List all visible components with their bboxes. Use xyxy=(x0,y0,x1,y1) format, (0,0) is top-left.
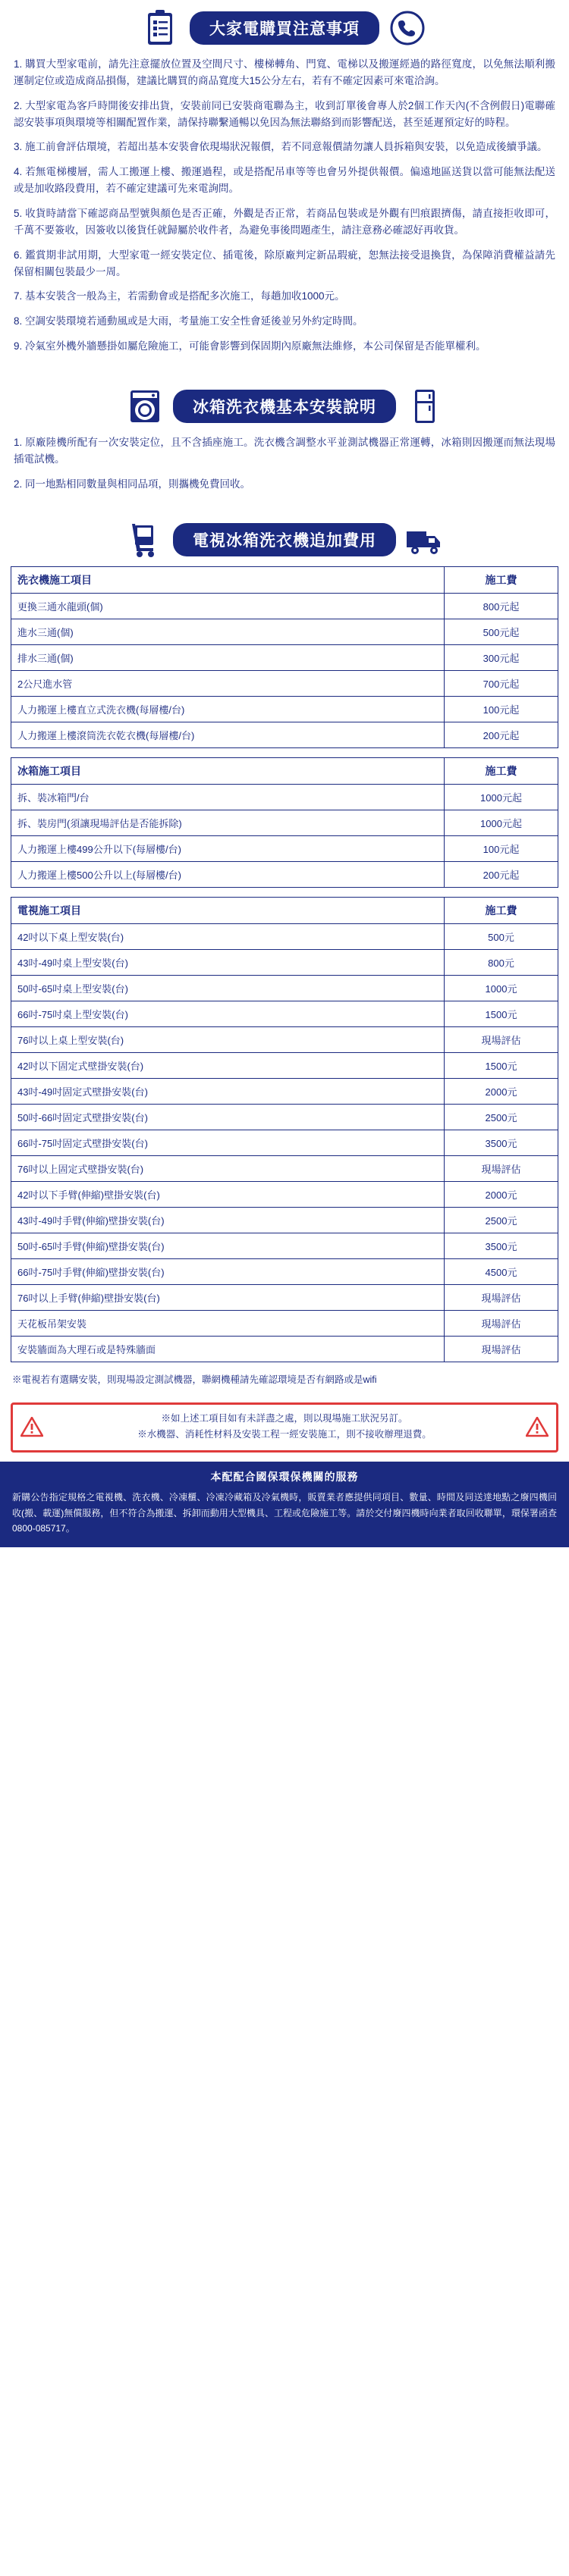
warning-box xyxy=(11,1402,558,1453)
cell-fee: 800元 xyxy=(445,949,558,975)
warning-row xyxy=(20,1411,549,1443)
cell-item: 人力搬運上樓直立式洗衣機(每層樓/台) xyxy=(11,696,445,722)
cell-item: 進水三通(個) xyxy=(11,619,445,644)
table-row xyxy=(11,1284,558,1310)
cell-fee: 700元起 xyxy=(445,670,558,696)
cell-item: 安裝牆面為大理石或是特殊牆面 xyxy=(11,1336,445,1362)
table-row xyxy=(11,784,558,810)
cell-item: 42吋以下固定式壁掛安裝(台) xyxy=(11,1052,445,1078)
cell-fee: 1500元 xyxy=(445,1001,558,1026)
cell-fee: 800元起 xyxy=(445,593,558,619)
cell-item: 拆、裝冰箱門/台 xyxy=(11,784,445,810)
cell-item: 76吋以上手臂(伸縮)壁掛安裝(台) xyxy=(11,1284,445,1310)
cell-item: 拆、裝房門(須讓現場評估是否能拆除) xyxy=(11,810,445,835)
column-header-item: 洗衣機施工項目 xyxy=(11,566,445,593)
table-row xyxy=(11,1155,558,1181)
notice-item: 4. 若無電梯樓層，需人工搬運上樓、搬運過程，或是搭配吊車等等也會另外提供報價。偏遠地區送貨以當可能無法配送或是加收路段費用，若不確定建議可先來電詢問。 xyxy=(14,166,555,195)
column-header-fee: 施工費 xyxy=(445,566,558,593)
cell-fee: 100元起 xyxy=(445,835,558,861)
cell-item: 50吋-65吋手臂(伸縮)壁掛安裝(台) xyxy=(11,1233,445,1258)
cell-fee: 現場評估 xyxy=(445,1310,558,1336)
cell-fee: 2000元 xyxy=(445,1181,558,1207)
footer xyxy=(0,1462,569,1547)
delivery-truck-icon xyxy=(404,519,445,560)
cell-item: 66吋-75吋手臂(伸縮)壁掛安裝(台) xyxy=(11,1258,445,1284)
cell-item: 50吋-66吋固定式壁掛安裝(台) xyxy=(11,1104,445,1130)
cell-item: 76吋以上固定式壁掛安裝(台) xyxy=(11,1155,445,1181)
washer-table-wrap xyxy=(0,565,569,756)
table-row xyxy=(11,1233,558,1258)
footer-text: 新購公告指定規格之電視機、洗衣機、冷凍櫃、冷凍冷藏箱及冷氣機時，販賣業者應提供同項目、數量、時間及同送達地點之廢四機回收(搬、載運)無償服務，但不符合為搬運、拆卸而動用大型機具、工程或危險施工等。請於交付廢四機時向業者取回收聯單，環保署函查0800-085717。 xyxy=(12,1492,557,1534)
table-row xyxy=(11,923,558,949)
cell-item: 人力搬運上樓500公升以上(每層樓/台) xyxy=(11,861,445,887)
cell-fee: 1000元 xyxy=(445,975,558,1001)
table-row xyxy=(11,722,558,747)
notice-item: 1. 購買大型家電前，請先注意擺放位置及空間尺寸、樓梯轉角、門寬、電梯以及搬運經過的路徑寬度，以免無法順利搬運制定位或造成商品損傷，建議比購買的商品寬度大15公分左右，若有不確定因素可來電洽詢。 xyxy=(14,58,555,86)
cell-item: 42吋以下手臂(伸縮)壁掛安裝(台) xyxy=(11,1181,445,1207)
tv-table xyxy=(11,897,558,1362)
table-row xyxy=(11,1130,558,1155)
table-row xyxy=(11,1336,558,1362)
cell-fee: 1000元起 xyxy=(445,810,558,835)
table-row xyxy=(11,1052,558,1078)
notice-item: 2. 大型家電為客戶時開後安排出貨，安裝前同已安裝商電聯為主，收到訂單後會專人於2個工作天內(不含例假日)電聯確認安裝事項與環境等相關配置作業，請保持聯繫通暢以免因為無法聯絡到而影響配送，甚至延遲預定好的時程。 xyxy=(14,99,555,128)
cell-fee: 200元起 xyxy=(445,861,558,887)
cell-fee: 200元起 xyxy=(445,722,558,747)
hand-truck-icon xyxy=(124,519,165,560)
install-item: 1. 原廠陸機所配有一次安裝定位，且不含插座施工。洗衣機含調整水平並測試機器正常運轉，冰箱則因搬運而無法現場插電試機。 xyxy=(14,437,555,465)
table-row xyxy=(11,644,558,670)
cell-item: 排水三通(個) xyxy=(11,644,445,670)
cell-item: 43吋-49吋桌上型安裝(台) xyxy=(11,949,445,975)
notice-item: 7. 基本安裝含一般為主，若需動會或是搭配多次施工，每趟加收1000元。 xyxy=(14,290,345,302)
table-row xyxy=(11,949,558,975)
cell-fee: 2000元 xyxy=(445,1078,558,1104)
cell-item: 43吋-49吋固定式壁掛安裝(台) xyxy=(11,1078,445,1104)
tv-table-wrap xyxy=(0,895,569,1370)
cell-fee: 2500元 xyxy=(445,1104,558,1130)
table-row xyxy=(11,975,558,1001)
table-notes xyxy=(0,1370,569,1395)
table-row xyxy=(11,1001,558,1026)
table-row xyxy=(11,670,558,696)
cell-fee: 300元起 xyxy=(445,644,558,670)
warning-lines xyxy=(49,1411,520,1443)
washing-machine-icon xyxy=(124,386,165,427)
column-header-item: 冰箱施工項目 xyxy=(11,757,445,784)
cell-item: 50吋-65吋桌上型安裝(台) xyxy=(11,975,445,1001)
cell-item: 2公尺進水管 xyxy=(11,670,445,696)
cell-fee: 3500元 xyxy=(445,1130,558,1155)
column-header-fee: 施工費 xyxy=(445,897,558,923)
table-row xyxy=(11,619,558,644)
table-row xyxy=(11,1078,558,1104)
note-line: ※電視若有選購安裝，則現場設定測試機器，聯網機種請先確認環境是否有網路或是wifi xyxy=(12,1374,377,1385)
install-item: 2. 同一地點相同數量與相同品項，則攜機免費回收。 xyxy=(14,478,251,490)
notice-item: 6. 鑑賞期非試用期，大型家電一經安裝定位、插電後，除原廠判定新品瑕疵，恕無法接受退換貨，為保障消費權益請先保留相關包裝最少一周。 xyxy=(14,249,555,277)
column-header-fee: 施工費 xyxy=(445,757,558,784)
table-row xyxy=(11,1026,558,1052)
cell-fee: 1000元起 xyxy=(445,784,558,810)
cell-item: 天花板吊架安裝 xyxy=(11,1310,445,1336)
table-row xyxy=(11,1181,558,1207)
cell-fee: 4500元 xyxy=(445,1258,558,1284)
notice-item: 9. 冷氣室外機外牆懸掛如屬危險施工，可能會影響到保固期內原廠無法維修，本公司保留是否能單權利。 xyxy=(14,340,486,353)
cell-item: 42吋以下桌上型安裝(台) xyxy=(11,923,445,949)
table-header-row xyxy=(11,566,558,593)
warning-triangle-icon xyxy=(526,1417,549,1437)
cell-item: 更換三通水龍頭(個) xyxy=(11,593,445,619)
cell-fee: 500元 xyxy=(445,923,558,949)
phone-call-icon xyxy=(387,8,428,49)
table-row xyxy=(11,835,558,861)
table-header-row xyxy=(11,757,558,784)
cell-fee: 現場評估 xyxy=(445,1284,558,1310)
column-header-item: 電視施工項目 xyxy=(11,897,445,923)
extra-fee-section-title: 電視冰箱洗衣機追加費用 xyxy=(173,523,396,556)
clipboard-checklist-icon xyxy=(141,8,182,49)
table-row xyxy=(11,1258,558,1284)
table-header-row xyxy=(11,897,558,923)
notice-section-title: 大家電購買注意事項 xyxy=(190,11,379,45)
fridge-table xyxy=(11,757,558,888)
cell-fee: 現場評估 xyxy=(445,1026,558,1052)
table-row xyxy=(11,593,558,619)
washer-table xyxy=(11,566,558,748)
table-row xyxy=(11,1310,558,1336)
warning-triangle-icon xyxy=(20,1417,43,1437)
notice-list xyxy=(0,53,569,374)
table-row xyxy=(11,861,558,887)
cell-fee: 3500元 xyxy=(445,1233,558,1258)
notice-item: 8. 空調安裝環境若通動風或是大雨，考量施工安全性會延後並另外約定時間。 xyxy=(14,315,363,327)
cell-fee: 500元起 xyxy=(445,619,558,644)
extra-fee-section-header xyxy=(0,512,569,565)
fridge-table-wrap xyxy=(0,756,569,895)
notice-item: 3. 施工前會評估環境，若超出基本安裝會依現場狀況報價，若不同意報價請勿讓人員拆箱與安裝，以免造成後續爭議。 xyxy=(14,141,548,153)
cell-item: 76吋以上桌上型安裝(台) xyxy=(11,1026,445,1052)
table-row xyxy=(11,696,558,722)
install-section-title: 冰箱洗衣機基本安裝說明 xyxy=(173,390,396,423)
table-row xyxy=(11,1207,558,1233)
install-section-header xyxy=(0,378,569,431)
cell-item: 人力搬運上樓499公升以下(每層樓/台) xyxy=(11,835,445,861)
cell-fee: 100元起 xyxy=(445,696,558,722)
refrigerator-icon xyxy=(404,386,445,427)
table-row xyxy=(11,1104,558,1130)
cell-item: 66吋-75吋桌上型安裝(台) xyxy=(11,1001,445,1026)
table-row xyxy=(11,810,558,835)
warning-text: ※如上述工項目如有未詳盡之處，則以現場施工狀況另訂。 xyxy=(161,1412,408,1424)
footer-title: 本配配合國保環保機關的服務 xyxy=(210,1471,359,1484)
cell-item: 66吋-75吋固定式壁掛安裝(台) xyxy=(11,1130,445,1155)
notice-section-header xyxy=(0,0,569,53)
install-list xyxy=(0,431,569,512)
cell-fee: 1500元 xyxy=(445,1052,558,1078)
warning-text: ※水機器、消耗性材料及安裝工程一經安裝施工，則不接收辦理退費。 xyxy=(137,1429,432,1440)
cell-item: 43吋-49吋手臂(伸縮)壁掛安裝(台) xyxy=(11,1207,445,1233)
cell-fee: 現場評估 xyxy=(445,1155,558,1181)
cell-fee: 現場評估 xyxy=(445,1336,558,1362)
cell-item: 人力搬運上樓滾筒洗衣乾衣機(每層樓/台) xyxy=(11,722,445,747)
cell-fee: 2500元 xyxy=(445,1207,558,1233)
notice-item: 5. 收貨時請當下確認商品型號與顏色是否正確，外觀是否正常，若商品包裝或是外觀有凹痕跟擠傷，請直接拒收即可，千萬不要簽收，因簽收以後貨任就歸屬於收件者，為避免事後問題產生，請注意務必確認好再收貨。 xyxy=(14,208,555,236)
